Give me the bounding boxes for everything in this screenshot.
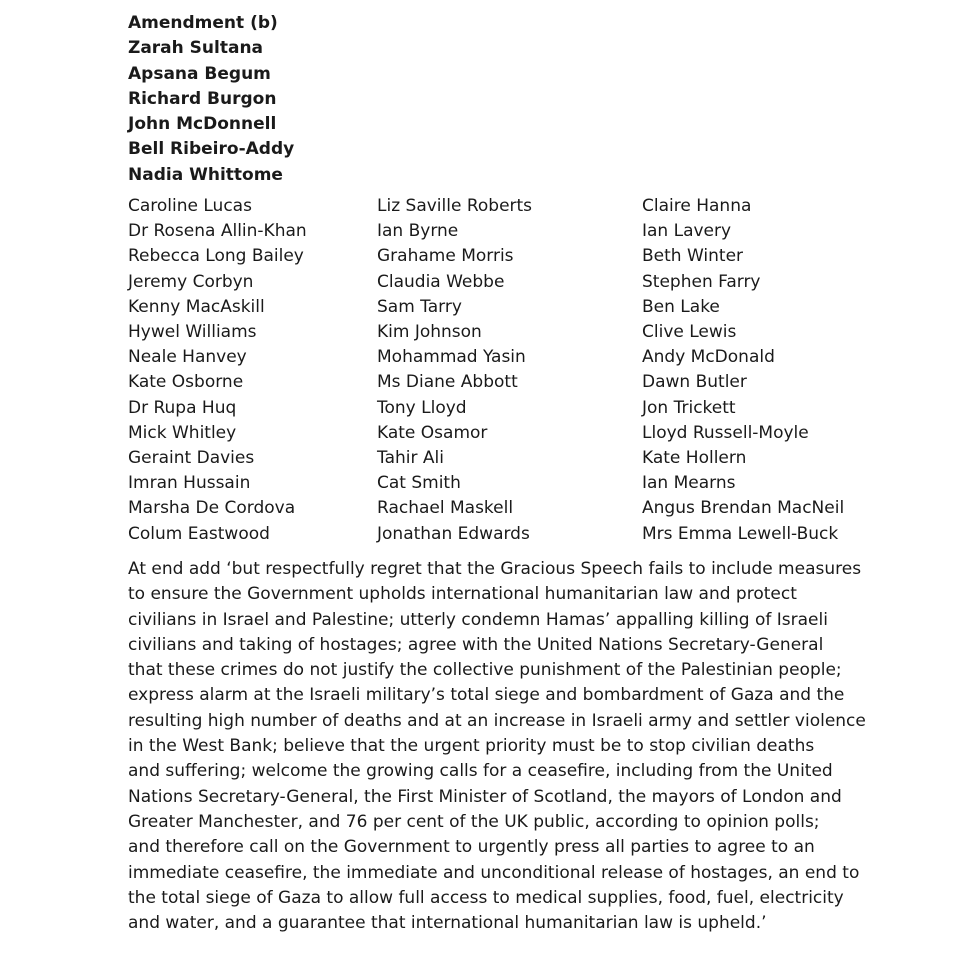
supporter-name: Stephen Farry: [642, 271, 761, 292]
supporter-name: Andy McDonald: [642, 347, 775, 368]
supporter-name: Angus Brendan MacNeil: [642, 498, 845, 519]
supporter-name: Cat Smith: [377, 473, 461, 494]
supporter-name: Ian Lavery: [642, 221, 732, 242]
supporter-name: Mick Whitley: [128, 422, 237, 443]
amendment-text-line: civilians in Israel and Palestine; utterly condemn Hamas’ appalling killing of Israeli: [128, 609, 828, 630]
lead-sponsor-block: [128, 11, 888, 188]
supporter-name: Mrs Emma Lewell-Buck: [642, 523, 839, 544]
amendment-page: [128, 11, 888, 934]
supporter-name: Rebecca Long Bailey: [128, 246, 304, 267]
supporter-name: Clive Lewis: [642, 322, 737, 343]
supporter-name: Liz Saville Roberts: [377, 196, 533, 217]
supporter-name: Geraint Davies: [128, 447, 255, 468]
lead-sponsor-name: Apsana Begum: [128, 63, 271, 84]
lead-sponsor-name: John McDonnell: [128, 114, 277, 135]
supporter-name: Kenny MacAskill: [128, 296, 265, 317]
supporter-name: Tahir Ali: [377, 447, 444, 468]
supporter-name: Kate Hollern: [642, 447, 747, 468]
amendment-text-line: and water, and a guarantee that international humanitarian law is upheld.’: [128, 913, 767, 934]
supporter-name: Claudia Webbe: [377, 271, 505, 292]
supporter-name: Colum Eastwood: [128, 523, 270, 544]
supporter-name: Dr Rupa Huq: [128, 397, 237, 418]
amendment-text-line: Greater Manchester, and 76 per cent of the UK public, according to opinion polls;: [128, 811, 820, 832]
supporter-name: Jon Trickett: [642, 397, 736, 418]
supporter-name: Lloyd Russell-Moyle: [642, 422, 809, 443]
amendment-text-line: immediate ceasefire, the immediate and unconditional release of hostages, an end to: [128, 862, 860, 883]
supporter-name: Jonathan Edwards: [377, 523, 530, 544]
amendment-text-line: and suffering; welcome the growing calls for a ceasefire, including from the United: [128, 761, 833, 782]
amendment-text-line: that these crimes do not justify the collective punishment of the Palestinian people;: [128, 660, 842, 681]
amendment-text-line: civilians and taking of hostages; agree with the United Nations Secretary-General: [128, 634, 824, 655]
supporter-name: Mohammad Yasin: [377, 347, 526, 368]
lead-sponsor-name: Nadia Whittome: [128, 164, 283, 185]
amendment-text-line: express alarm at the Israeli military’s total siege and bombardment of Gaza and the: [128, 685, 845, 706]
lead-sponsor-name: Zarah Sultana: [128, 38, 264, 59]
lead-sponsor-name: Richard Burgon: [128, 88, 277, 109]
amendment-text-line: in the West Bank; believe that the urgent priority must be to stop civilian deaths: [128, 736, 815, 757]
amendment-body-text: [128, 557, 866, 936]
supporter-name: Ben Lake: [642, 296, 720, 317]
amendment-text-line: resulting high number of deaths and at an increase in Israeli army and settler violence: [128, 710, 866, 731]
supporter-name: Kim Johnson: [377, 322, 482, 343]
supporter-name: Dr Rosena Allin-Khan: [128, 221, 307, 242]
supporter-name: Beth Winter: [642, 246, 744, 267]
amendment-text-line: Nations Secretary-General, the First Minister of Scotland, the mayors of London and: [128, 786, 842, 807]
supporter-name: Caroline Lucas: [128, 196, 252, 217]
lead-sponsor-name: Bell Ribeiro-Addy: [128, 139, 295, 160]
supporter-name: Jeremy Corbyn: [128, 271, 254, 292]
supporter-name: Neale Hanvey: [128, 347, 247, 368]
supporter-name: Rachael Maskell: [377, 498, 514, 519]
supporter-name: Hywel Williams: [128, 322, 257, 343]
amendment-text-line: At end add ‘but respectfully regret that the Gracious Speech fails to include measures: [128, 559, 862, 579]
supporter-name: Grahame Morris: [377, 246, 514, 267]
supporter-name: Kate Osamor: [377, 422, 488, 443]
supporter-column-2: [377, 194, 532, 547]
supporter-name: Ms Diane Abbott: [377, 372, 518, 393]
supporter-name: Sam Tarry: [377, 296, 462, 317]
supporter-name: Dawn Butler: [642, 372, 747, 393]
supporter-name: Imran Hussain: [128, 473, 251, 494]
supporter-columns: [128, 194, 888, 546]
amendment-title: Amendment (b): [128, 13, 278, 33]
supporter-name: Kate Osborne: [128, 372, 244, 393]
supporter-column-3: [642, 194, 844, 547]
supporter-name: Ian Mearns: [642, 473, 736, 494]
amendment-text-line: to ensure the Government upholds international humanitarian law and protect: [128, 584, 797, 605]
supporter-column-1: [128, 194, 307, 547]
amendment-text-line: and therefore call on the Government to urgently press all parties to agree to an: [128, 837, 815, 858]
supporter-name: Marsha De Cordova: [128, 498, 296, 519]
supporter-name: Tony Lloyd: [377, 397, 467, 418]
amendment-text-line: the total siege of Gaza to allow full access to medical supplies, food, fuel, electricity: [128, 887, 844, 908]
supporter-name: Ian Byrne: [377, 221, 459, 242]
supporter-name: Claire Hanna: [642, 196, 752, 217]
